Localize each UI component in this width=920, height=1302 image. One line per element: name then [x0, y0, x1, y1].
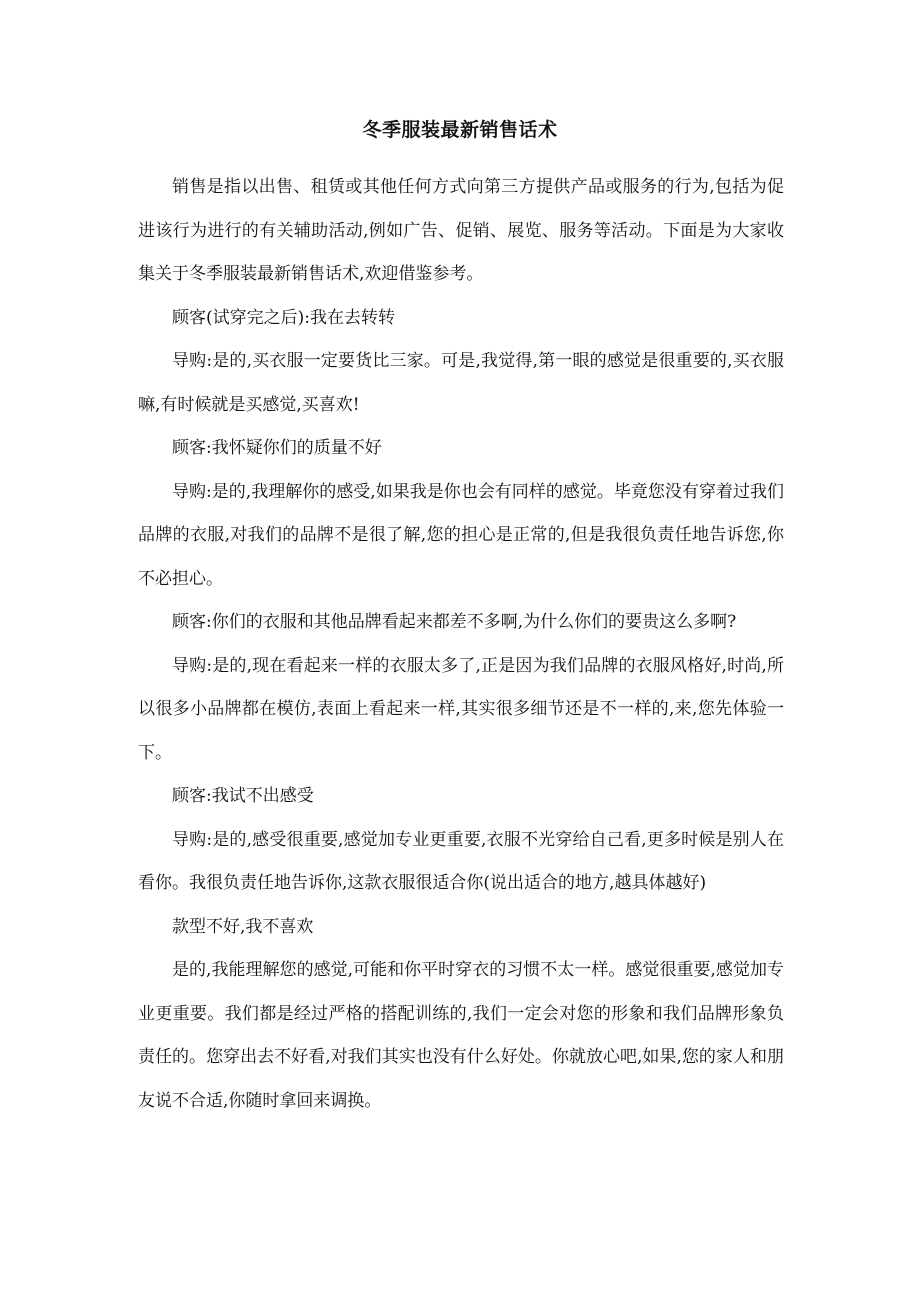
paragraph-guide-3: 导购:是的,现在看起来一样的衣服太多了,正是因为我们品牌的衣服风格好,时尚,所以很多小品牌都在模仿,表面上看起来一样,其实很多细节还是不一样的,来,您先体验一下。	[138, 655, 784, 763]
paragraph-guide-1: 导购:是的,买衣服一定要货比三家。可是,我觉得,第一眼的感觉是很重要的,买衣服嘛,有时候就是买感觉,买喜欢!	[138, 351, 784, 415]
paragraph-guide-2: 导购:是的,我理解你的感受,如果我是你也会有同样的感觉。毕竟您没有穿着过我们品牌的衣服,对我们的品牌不是很了解,您的担心是正常的,但是我很负责任地告诉您,你不必担心。	[138, 481, 784, 589]
paragraph-objection: 款型不好,我不喜欢	[172, 916, 314, 937]
paragraph-customer-3: 顾客:你们的衣服和其他品牌看起来都差不多啊,为什么你们的要贵这么多啊?	[172, 612, 737, 632]
paragraph-customer-2: 顾客:我怀疑你们的质量不好	[172, 438, 382, 458]
paragraph-response: 是的,我能理解您的感觉,可能和你平时穿衣的习惯不太一样。感觉很重要,感觉加专业更重要。我们都是经过严格的搭配训练的,我们一定会对您的形象和我们品牌形象负责任的。您穿出去不好看,对我们其实也没有什么好处。你就放心吧,如果,您的家人和朋友说不合适,你随时拿回来调换。	[138, 960, 784, 1111]
paragraph-customer-4: 顾客:我试不出感受	[172, 786, 314, 806]
document-title: 冬季服装最新销售话术	[362, 119, 558, 141]
document-body	[138, 166, 784, 1123]
paragraph-customer-1: 顾客(试穿完之后):我在去转转	[172, 307, 395, 328]
paragraph-intro: 销售是指以出售、租赁或其他任何方式向第三方提供产品或服务的行为,包括为促进该行为进行的有关辅助活动,例如广告、促销、展览、服务等活动。下面是为大家收集关于冬季服装最新销售话术,欢迎借鉴参考。	[138, 177, 784, 284]
paragraph-guide-4: 导购:是的,感受很重要,感觉加专业更重要,衣服不光穿给自己看,更多时候是别人在看你。我很负责任地告诉你,这款衣服很适合你(说出适合的地方,越具体越好)	[138, 829, 784, 893]
